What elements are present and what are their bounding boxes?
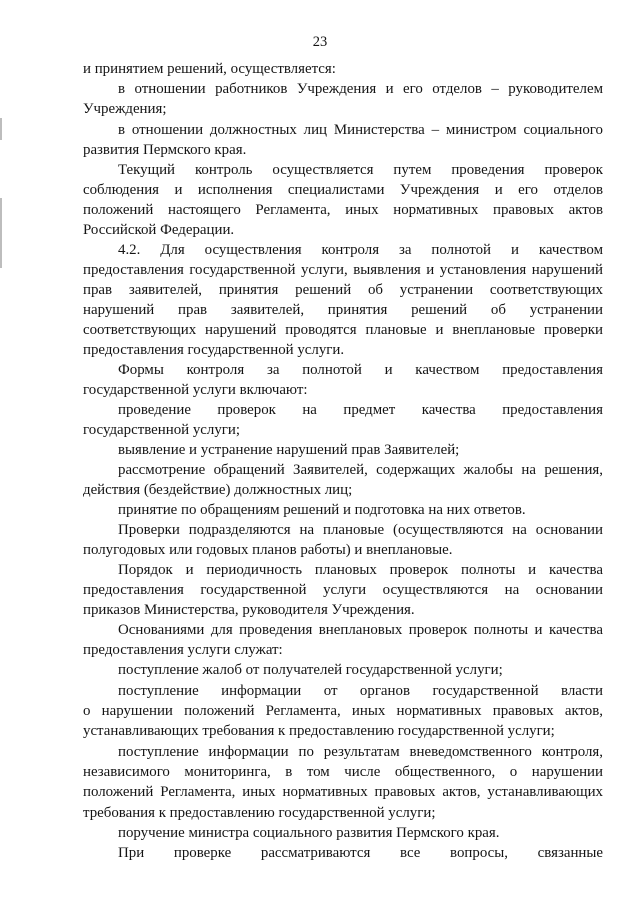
text-line: Основаниями для проведения внеплановых проверок полноты и качества: [118, 622, 603, 638]
text-line: Порядок и периодичность плановых проверок полноты и качества: [118, 562, 603, 578]
text-line: поступление жалоб от получателей государственной услуги;: [118, 662, 503, 678]
text-line: положений Регламента, иных нормативных правовых актов, устанавливающих: [83, 784, 603, 800]
text-line: принятие по обращениям решений и подготовка на них ответов.: [118, 502, 526, 518]
text-line: поручение министра социального развития Пермского края.: [118, 825, 500, 841]
text-line: 4.2. Для осуществления контроля за полнотой и качеством: [118, 242, 603, 258]
text-line: При проверке рассматриваются все вопросы, связанные: [118, 845, 603, 861]
text-line: предоставления государственной услуги.: [83, 342, 345, 358]
text-line: государственной услуги;: [83, 422, 240, 438]
text-line: устанавливающих требования к предоставлению государственной услуги;: [83, 723, 555, 739]
text-line: положений настоящего Регламента, иных нормативных правовых актов: [83, 202, 603, 218]
text-line: предоставления государственной услуги осуществляются на основании: [83, 582, 603, 598]
text-line: в отношении работников Учреждения и его отделов – руководителем: [118, 81, 603, 97]
text-line: в отношении должностных лиц Министерства – министром социального: [118, 122, 603, 138]
text-line: независимого мониторинга, в том числе общественного, о нарушении: [83, 764, 603, 780]
text-line: государственной услуги включают:: [83, 382, 308, 398]
text-line: приказов Министерства, руководителя Учреждения.: [83, 602, 415, 618]
scan-edge-mark: [0, 198, 2, 268]
text-line: проведение проверок на предмет качества предоставления: [118, 402, 603, 418]
text-line: Формы контроля за полнотой и качеством предоставления: [118, 362, 603, 378]
text-line: Текущий контроль осуществляется путем проведения проверок: [118, 162, 603, 178]
scan-edge-mark: [0, 118, 2, 140]
text-line: соблюдения и исполнения специалистами Учреждения и его отделов: [83, 182, 603, 198]
text-line: соответствующих нарушений проводятся плановые и внеплановые проверки: [83, 322, 603, 338]
text-line: действия (бездействие) должностных лиц;: [83, 482, 353, 498]
text-line: поступление информации от органов государственной власти: [118, 683, 603, 699]
text-line: прав заявителей, принятия решений об устранении соответствующих: [83, 282, 603, 298]
text-line: требования к предоставлению государственной услуги;: [83, 805, 436, 821]
text-line: развития Пермского края.: [83, 142, 247, 158]
text-line: Учреждения;: [83, 101, 167, 117]
text-line: полугодовых или годовых планов работы) и внеплановые.: [83, 542, 453, 558]
text-line: выявление и устранение нарушений прав Заявителей;: [118, 442, 460, 458]
text-line: предоставления услуги служат:: [83, 642, 283, 658]
text-line: рассмотрение обращений Заявителей, содержащих жалобы на решения,: [118, 462, 603, 478]
text-line: поступление информации по результатам вневедомственного контроля,: [118, 744, 603, 760]
text-line: Российской Федерации.: [83, 222, 235, 238]
text-line: Проверки подразделяются на плановые (осуществляются на основании: [118, 522, 603, 538]
page-number: 23: [312, 34, 328, 50]
text-line: нарушений прав заявителей, принятия решений об устранении: [83, 302, 603, 318]
text-line: и принятием решений, осуществляется:: [83, 61, 336, 77]
text-line: о нарушении положений Регламента, иных нормативных правовых актов,: [83, 703, 603, 719]
text-line: предоставления государственной услуги, выявления и установления нарушений: [83, 262, 603, 278]
